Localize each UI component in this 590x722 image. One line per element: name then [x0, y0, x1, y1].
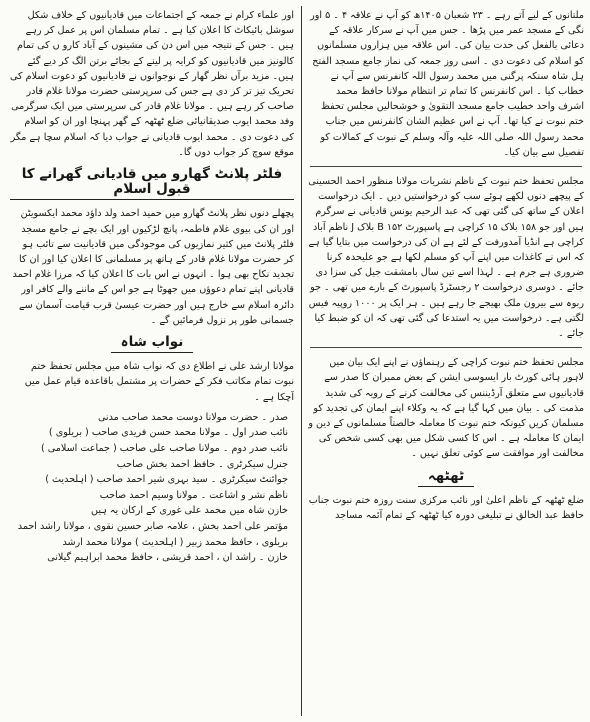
officer-item: خازن ۔ راشد ان ، احمد قریشی ، حافظ محمد ابراہیم گیلانی	[47, 552, 288, 564]
intro-paragraph: ملتانوں کے لیے آتے رہے ۔ ۲۳ شعبان ۱۴۰۵ھ کو آپ نے علاقہ ۴ ۔ ۵ اور نگی کے مسجد عمر میں پڑھا ۔ جس میں آپ نے سرکار علاقہ کے دعائی بالفعل کی حدت بیان کی۔ اس علاقہ میں ہزاروں مسلمانوں کو اسلام کی دعوت دی ۔ اسی روز جمعہ کی نماز جامع مسجد الفتح ہل شاہ سنکہ پرگنی میں محمد رسول اللہ کانفرنس سے آپ نے خطاب کیا ۔ اس کانفرنس کا تمام تر انتظام مولانا حافظ محمد اشرف واحد خطیب جامع مسجد التقویٰ و خوشحالیں مجلس تحفظ ختم نبوت نے کیا تھا۔ آپ نے اس عظیم الشان کانفرنس میں جناب محمد رسول اللہ صلی اللہ علیہ وآلہ وسلم کے نبوت کے کمالات کو تفصیل سے بیان کیا۔	[310, 10, 584, 158]
boycott-paragraph: اور علماء کرام نے جمعہ کے اجتماعات میں قادیانیوں کے خلاف شکل سوشل بائیکاٹ کا اعلان کیا ہے ۔ تمام مسلمان اس پر عمل کر رہے ہیں ۔ جس کے نتیجہ میں اس دن کی مشینوں کے آباد کارو ں کی تمام کالونیز میں قادیانیوں کو کرایہ پر لینے کے بجائے برتن الگ کر دیے گئے ہیں۔ مزید برآں نظر گھار کے نوجوانوں نے قادیانیوں کو دعوت اسلام کی تحریک تیز تر کر دی ہے جس کی سرپرستی حضرت مولانا غلام قادر صاحب کر رہے ہیں ۔ مولانا غلام قادر کی سرپرستی میں ایک سرگرمی وفد محمد ایوب صدیقانیائی ضلع ٹھٹھہ کے گھر پہنچا اور ان کو اسلام کی دعوت دی ۔ محمد ایوب قادیانی نے جواب دیا کہ اسلام سچا ہے مگر موقع سوچ کر جواب دوں گا۔	[10, 10, 294, 158]
officers-list	[10, 410, 294, 566]
section-divider	[310, 347, 582, 348]
section-divider	[310, 166, 582, 167]
officer-item: خازن شاہ میں محمد علی غوری کے ارکان یہ ہیں	[91, 505, 288, 517]
officer-item: جوائنٹ سیکرٹری ۔ سید بہری شیر احمد صاحب ( اہلحدیث )	[45, 474, 288, 486]
thatta-paragraph: ضلع ٹھٹھہ کے ناظم اعلیٰ اور نائب مرکزی سنت روزہ ختم نبوت جناب حافظ عبد الخالق نے تبلیغی دورہ کیا ٹھٹھہ کے تمام آئمہ مساجد	[308, 494, 584, 522]
officer-item: نائب صدر اول ۔ مولانا محمد حسن فریدی صاحب ( بریلوی )	[48, 427, 288, 439]
nawabshah-paragraph: مولانا ارشد علی نے اطلاع دی کہ نواب شاہ میں مجلس تحفظ ختم نبوت تمام مکاتب فکر کے حضرات پر مشتمل باقاعدہ قیام عمل میں آچکا ہے ۔	[24, 361, 294, 403]
column-divider	[301, 6, 302, 716]
thatta-heading-wrap	[308, 467, 584, 493]
heading-nawabshah: نواب شاہ	[111, 335, 194, 353]
officer-item: صدر ۔ حضرت مولانا دوست محمد صاحب مدنی	[97, 411, 288, 423]
right-column	[308, 8, 584, 718]
pakistan-passport-paragraph: مجلس تحفظ ختم نبوت کے ناظم نشریات مولانا منظور احمد الحسینی کے پیچھے دنوں لکھے ہوئے سب کو درخواستیں دیں ۔ ایک درخواست اعلان کے ساتھ کی گئی تھی کہ عبد الرحیم یونس قادیانی نے سرگرم ہیں اور جو ۱۵۸ بلاک ۱۵ کراچی ہے پاسپورٹ B ۱۵۲ بلاک J ناظم آباد کراچی ہے انڈیا آمدورفت کے لئے ہے ان کی درخواست میں بتایا گیا ہے کہ اس نے کاغذات میں اپنے آپ کو مسلم لکھا ہے جو علیحدہ کرنا ضروری ہے جرم ہے ۔ لہذا اسے تین سال بامشقت جیل کی سزا دی جائے ۔ دوسری درخواست ۲ رجسٹرڈ پاسپورٹ کے بارے میں تھی ۔ جو ربوہ سے بیرون ملک بھیجے جا رہے ہیں ۔ ہر ایک پر ۱۰۰۰ روپیہ فیس لگتی ہے۔ درخواست میں یہ استدعا کی گئی تھی کہ ان کو ضبط کیا جائے ۔	[308, 176, 584, 340]
lahore-bar-paragraph: مجلس تحفظ ختم نبوت کراچی کے رہنماؤں نے اپنے ایک بیان میں لاہور ہائی کورٹ بار ایسوسی ایشن کے بعض ممبران کا صدر سے قادیانیوں سے متعلق آرڈیننس کی مخالفت کرنے کے رویہ کی شدید مذمت کی ۔ بیان میں کہا گیا ہے کہ یہ وکلاء اپنے ایمان کی تجدید کو مسلمان کریں کیونکہ ختم نبوت کا معاملہ خالصتاً مسلمانوں کے دین و ایمان کا معاملہ ہے ۔ اس کا کسی شکل میں بھی کسی شخص کی مخالفت اور موافقت سے کوئی تعلق نہیں ۔	[308, 357, 584, 460]
officer-item: مؤتمر علی احمد بخش ، علامہ صابر حسین نقوی ، مولانا راشد احمد بریلوی ، حافظ محمد زبیر ( اہلحدیث ) مولانا محمد ارشد	[17, 521, 288, 548]
heading-conversion: فلٹر پلانٹ گھارو میں قادیانی گھرانے کا قبول اسلام	[10, 167, 294, 200]
conversion-paragraph: پچھلے دنوں نظر پلانٹ گھارو میں حمید احمد ولد داؤد محمد ایکسویٹن اور ان کی بیوی غلام فاطمہ، پانچ لڑکیوں اور ایک بچے نے جامع مسجد فلٹر پلانٹ میں کثیر نمازیوں کی موجودگی میں قادیانیت سے تائب ہو کر حضرت مولانا غلام قادر کے ہاتھ پر مسلمانی کا اعلان کیا اور ان کا تجدید نکاح بھی ہوا ۔ انہوں نے اس بات کا اعلان کیا کہ مرزا غلام احمد قادیانی اپنے تمام دعوؤں میں جھوٹا ہے جو اس کے ماننے والے کافر اور دائرہ اسلام سے خارج ہیں اور حضرت عیسیٰ قرب قیامت آسمان سے جسمانی طور پر نزول فرمائیں گے ۔	[12, 208, 294, 326]
heading-thatta: ٹھٹھہ	[418, 469, 474, 487]
officer-item: جنرل سیکرٹری ۔ حافظ احمد بخش صاحب	[116, 458, 288, 470]
officer-item: ناظم نشر و اشاعت ۔ مولانا وسیم احمد صاحب	[99, 489, 288, 501]
officer-item: نائب صدر دوم ۔ مولانا صاحب علی صاحب ( جماعت اسلامی )	[40, 443, 288, 455]
left-column	[10, 8, 294, 718]
conversion-heading-wrap	[10, 165, 294, 206]
nawabshah-heading-wrap	[10, 333, 294, 359]
